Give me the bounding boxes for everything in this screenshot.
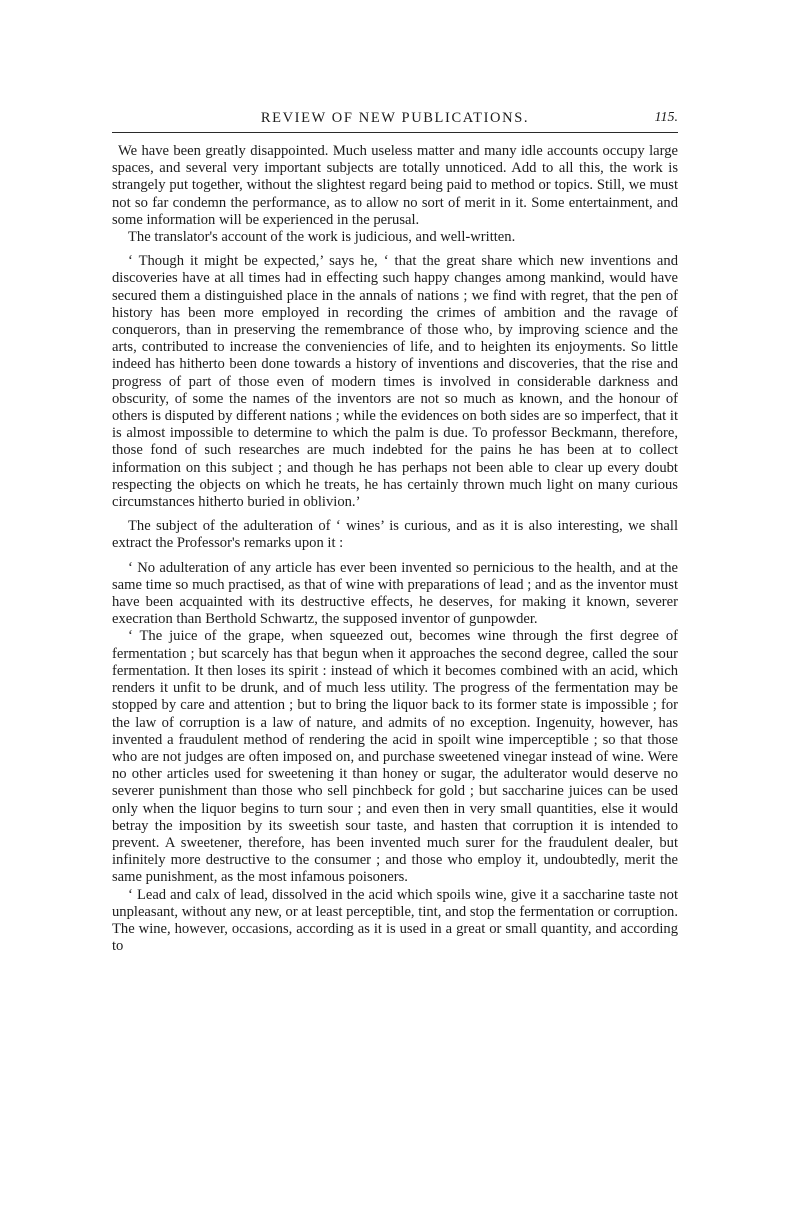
paragraph: We have been greatly disappointed. Much useless matter and many idle accounts occupy large spaces, and several very important subjects are totally unnoticed. Add to all this, the work is strangely put together, without the slightest regard being paid to method or topics. Still, we must not so far condemn the performance, as to allow no sort of merit in it. Some entertainment, and some information will be experienced in the perusal. [112, 143, 678, 228]
quoted-paragraph: ‘ Though it might be expected,’ says he, ‘ that the great share which new inventions and discoveries have at all times had in effecting such happy changes among mankind, would have secured them a distinguished place in the annals of nations ; we find with regret, that the pen of history has been more employed in recording the crimes of ambition and the ravage of conquerors, than in preserving the remembrance of those who, by improving science and the arts, contributed to increase the conveniencies of life, and to heighten its enjoyments. So little indeed has hitherto been done towards a history of inventions and discoveries, that the rise and progress of part of those even of modern times is involved in considerable darkness and obscurity, of some the names of the inventors are not so much as known, and the honour of others is disputed by different nations ; while the evidences on both sides are so imperfect, that it is almost impossible to determine to which the palm is due. To professor Beckmann, therefore, those fond of such researches are much indebted for the pains he has been at to collect information on this subject ; and though he has perhaps not been able to clear up every doubt respecting the objects on which he treats, he has certainly thrown much light on many curious circumstances hitherto buried in oblivion.’ [112, 253, 678, 511]
running-head [112, 108, 678, 133]
quoted-paragraph: ‘ No adulteration of any article has ever been invented so pernicious to the health, and at the same time so much practised, as that of wine with preparations of lead ; and as the inventor must have been acquainted with its destructive effects, he deserves, for making it known, severer execration than Berthold Schwartz, the supposed inventor of gunpowder. [112, 559, 678, 628]
running-title: REVIEW OF NEW PUBLICATIONS. [260, 110, 530, 126]
paragraph: The translator's account of the work is judicious, and well-written. [128, 229, 516, 246]
body-text [112, 143, 678, 955]
quoted-paragraph: ‘ Lead and calx of lead, dissolved in the acid which spoils wine, give it a saccharine taste not unpleasant, without any new, or at least perceptible, tint, and stop the fermentation or corruption. The wine, however, occasions, according as it is used in a great or small quantity, and according to [112, 886, 678, 955]
paragraph: The subject of the adulteration of ‘ wines’ is curious, and as it is also interesting, we shall extract the Professor's remarks upon it : [112, 518, 678, 552]
document-page [112, 108, 678, 955]
page-number: 115. [654, 110, 678, 125]
quoted-paragraph: ‘ The juice of the grape, when squeezed out, becomes wine through the first degree of fermentation ; but scarcely has that begun when it approaches the second degree, called the sour fermentation. It then loses its spirit : instead of which it becomes combined with an acid, which renders it unfit to be drunk, and of much less utility. The progress of the fermentation may be stopped by care and attention ; but to bring the liquor back to its former state is impossible ; for the law of corruption is a law of nature, and admits of no exception. Ingenuity, however, has invented a fraudulent method of rendering the acid in spoilt wine imperceptible ; so that those who are not judges are often imposed on, and purchase sweetened vinegar instead of wine. Were no other articles used for sweetening it than honey or sugar, the adulterator would deserve no severer punishment than those who sell pinchbeck for gold ; but saccharine juices can be used only when the liquor begins to turn sour ; and even then in very small quantities, else it would betray the imposition by its sweetish sour taste, and hasten that corruption it is intended to prevent. A sweetener, therefore, has been invented much surer for the fraudulent dealer, but infinitely more destructive to the consumer ; and those who employ it, undoubtedly, merit the same punishment, as the most infamous poisoners. [112, 628, 678, 886]
